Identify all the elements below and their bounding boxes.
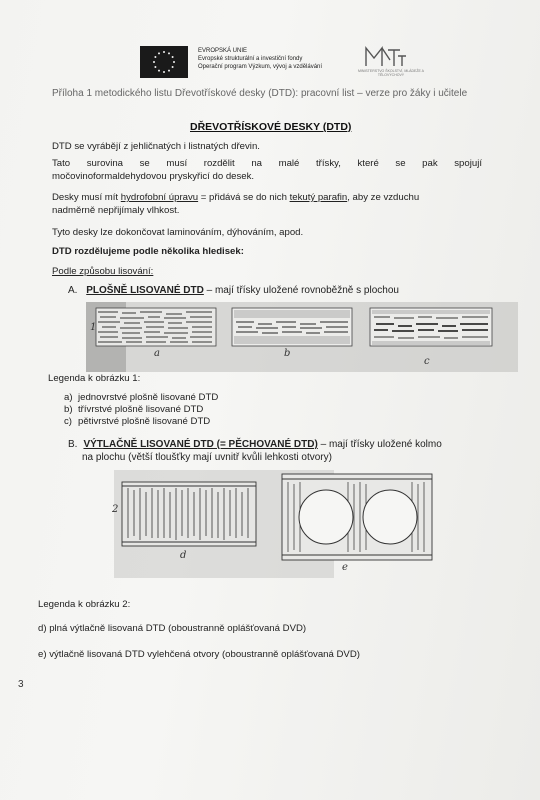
section-a-title: PLOŠNĚ LISOVANÉ DTD	[86, 285, 204, 296]
legend-2-item-d: d) plná výtlačně lisovaná DTD (oboustranně oplášťovaná DVD)	[38, 623, 307, 634]
figure-1-label-b: b	[284, 348, 291, 359]
eu-caption-line: EVROPSKÁ UNIE	[198, 48, 248, 54]
panel-a-single-layer	[96, 308, 216, 346]
section-a-marker: A.	[68, 285, 78, 296]
section-b-description: – mají třísky uložené kolmo	[317, 439, 442, 450]
figure-2	[96, 470, 436, 578]
eu-caption	[198, 47, 322, 71]
text-segment: = přidává se do nich	[198, 192, 290, 203]
legend-1-marker: c)	[64, 416, 72, 427]
section-b-marker: B.	[68, 439, 78, 450]
section-a-description: – mají třísky uložené rovnoběžně s plochou	[203, 285, 399, 296]
paragraph-4: Tyto desky lze dokončovat laminováním, dýhováním, apod.	[52, 227, 304, 238]
paragraph-3-line-1	[52, 191, 482, 204]
eu-caption-line: Operační program Výzkum, vývoj a vzdělávání	[198, 64, 323, 70]
panel-d-solid-extruded	[122, 482, 256, 546]
paragraph-3	[52, 191, 482, 217]
section-b-heading	[68, 438, 488, 464]
page-number: 3	[18, 679, 24, 690]
legend-1-list	[64, 392, 218, 428]
figure-2-drawing	[96, 470, 436, 578]
legend-1-title: Legenda k obrázku 1:	[48, 373, 141, 384]
paragraph-3-line-2: nadměrně nepřijímaly vlhkost.	[52, 205, 180, 216]
legend-1-marker: a)	[64, 392, 73, 403]
paragraph-2	[52, 157, 482, 183]
legend-1-text: třívrstvé plošně lisované DTD	[78, 404, 204, 415]
legend-2-title: Legenda k obrázku 2:	[38, 599, 131, 610]
liquid-paraffin-term: tekutý parafin	[289, 192, 348, 203]
legend-1-text: jednovrstvé plošně lisované DTD	[78, 392, 219, 403]
figure-1-number: 1	[90, 322, 97, 333]
figure-1	[86, 302, 518, 372]
paragraph-2-line-2: močovinoformaldehydovou pryskyřicí do desek.	[52, 171, 255, 182]
legend-1-marker: b)	[64, 404, 73, 415]
legend-1-item	[64, 404, 218, 416]
figure-2-number: 2	[112, 504, 119, 515]
paragraph-2-line-1: Tato surovina se musí rozdělit na malé třísky, které se pak spojují	[52, 158, 482, 169]
legend-1-item	[64, 416, 218, 428]
figure-2-label-e: e	[342, 562, 348, 573]
document-title: DŘEVOTŘÍSKOVÉ DESKY (DTD)	[190, 121, 352, 133]
text-segment: , aby ze vzduchu	[347, 192, 420, 203]
hydrophobic-treatment-term: hydrofobní úpravu	[120, 192, 199, 203]
section-b-line-2: na plochu (větší tloušťky mají uvnitř kvůli lehkosti otvory)	[82, 452, 332, 463]
attachment-header: Příloha 1 metodického listu Dřevotřískové desky (DTD): pracovní list – verze pro žáky i učitele	[52, 88, 468, 99]
figure-1-drawing	[86, 302, 518, 372]
ministry-logo-text: MINISTERSTVO ŠKOLSTVÍ, MLÁDEŽE A TĚLOVÝCHOVY	[358, 69, 424, 77]
text-segment: Desky musí mít	[52, 192, 121, 203]
panel-c-five-layer	[370, 308, 492, 346]
subheading-pressing-method: Podle způsobu lisování:	[52, 266, 154, 277]
panel-b-three-layer	[232, 308, 352, 346]
figure-1-label-a: a	[154, 348, 160, 359]
paragraph-1: DTD se vyrábějí z jehličnatých i listnatých dřevin.	[52, 141, 260, 152]
section-b-line-1	[68, 438, 488, 451]
figure-2-label-d: d	[180, 550, 187, 561]
legend-2-item-e: e) výtlačně lisovaná DTD vylehčená otvory (oboustranně oplášťovaná DVD)	[38, 649, 360, 660]
figure-1-label-c: c	[424, 356, 430, 367]
section-a-heading	[68, 285, 399, 296]
section-b-title: VÝTLAČNĚ LISOVANÉ DTD (= PĚCHOVANÉ DTD)	[83, 439, 318, 450]
legend-1-text: pětivrstvé plošně lisované DTD	[78, 416, 211, 427]
panel-e-hollow-extruded	[282, 474, 432, 560]
paragraph-5: DTD rozdělujeme podle několika hledisek:	[52, 246, 244, 257]
eu-flag-logo	[140, 46, 188, 78]
eu-caption-line: Evropské strukturální a investiční fondy	[198, 56, 303, 62]
legend-1-item	[64, 392, 218, 404]
